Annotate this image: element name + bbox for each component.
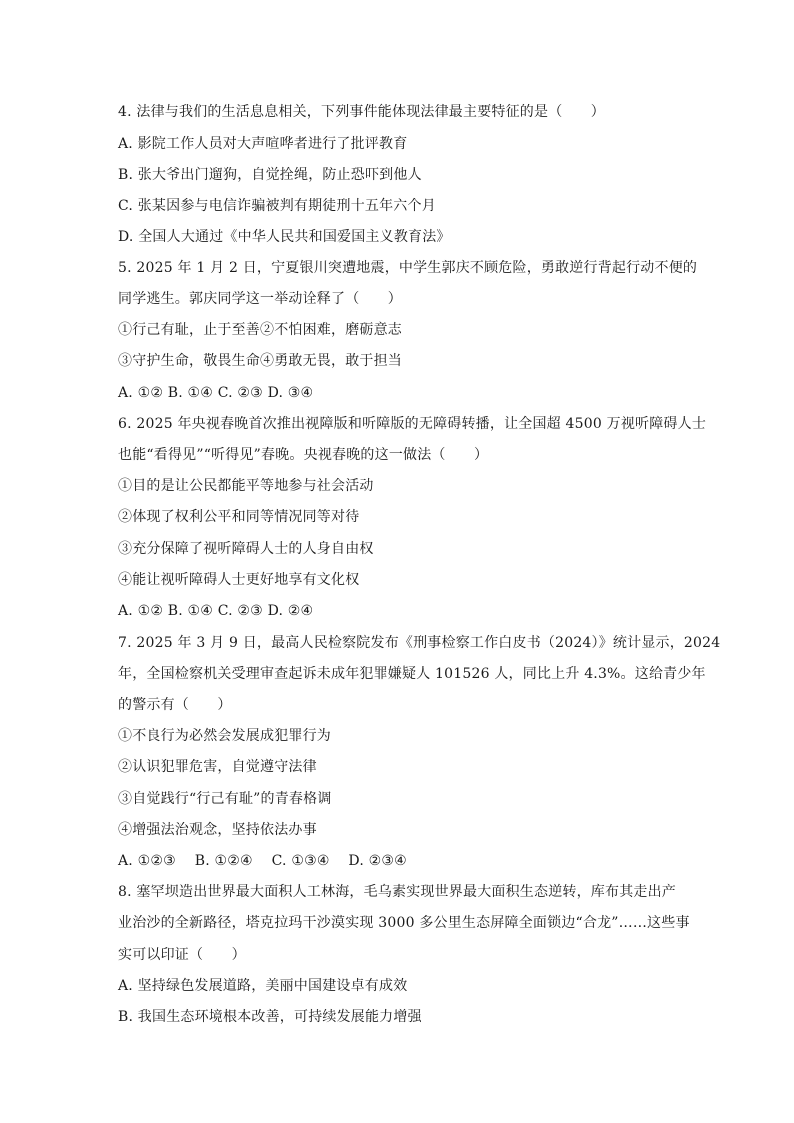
q7-stem-line2: 年，全国检察机关受理审查起诉未成年犯罪嫌疑人 101526 人，同比上升 4.3%。这给青少年 (118, 666, 706, 682)
q6-answer-options: A. ①② B. ①④ C. ②③ D. ②④ (118, 603, 314, 619)
q8-stem-line2: 业治沙的全新路径，塔克拉玛干沙漠实现 3000 多公里生态屏障全面锁边“合龙”……这些事 (118, 915, 690, 931)
q4-option-a: A. 影院工作人员对大声喧哗者进行了批评教育 (118, 136, 408, 152)
q7-answer-options: A. ①②③ B. ①②④ C. ①③④ D. ②③④ (118, 853, 407, 869)
q7-statement-4: ④增强法治观念，坚持依法办事 (118, 822, 317, 838)
q6-statement-1: ①目的是让公民都能平等地参与社会活动 (118, 478, 374, 494)
q4-option-c: C. 张某因参与电信诈骗被判有期徒刑十五年六个月 (118, 198, 436, 214)
q8-option-a: A. 坚持绿色发展道路，美丽中国建设卓有成效 (118, 978, 408, 994)
q7-stem-line3: 的警示有（ ） (118, 697, 232, 713)
q6-stem-line1: 6. 2025 年央视春晚首次推出视障版和听障版的无障碍转播，让全国超 4500 万视听障碍人士 (118, 416, 707, 432)
q5-statement-1: ①行己有耻，止于至善②不怕困难，磨砺意志 (118, 322, 402, 338)
q5-stem-line1: 5. 2025 年 1 月 2 日，宁夏银川突遭地震，中学生郭庆不顾危险，勇敢逆行背起行动不便的 (118, 260, 698, 276)
q4-option-b: B. 张大爷出门遛狗，自觉拴绳，防止恐吓到他人 (118, 167, 422, 183)
q6-statement-3: ③充分保障了视听障碍人士的人身自由权 (118, 541, 374, 557)
q7-stem-line1: 7. 2025 年 3 月 9 日，最高人民检察院发布《刑事检察工作白皮书（2024）》统计显示，2024 (118, 635, 721, 651)
q5-statement-2: ③守护生命，敬畏生命④勇敢无畏，敢于担当 (118, 353, 402, 369)
q8-stem-line1: 8. 塞罕坝造出世界最大面积人工林海，毛乌素实现世界最大面积生态逆转，库布其走出产 (118, 884, 677, 900)
q4-option-d: D. 全国人大通过《中华人民共和国爱国主义教育法》 (118, 229, 451, 245)
q4-stem: 4. 法律与我们的生活息息相关，下列事件能体现法律最主要特征的是（ ） (118, 104, 606, 120)
q5-answer-options: A. ①② B. ①④ C. ②③ D. ③④ (118, 385, 314, 401)
q7-statement-3: ③自觉践行“行己有耻”的青春格调 (118, 791, 332, 807)
q7-statement-1: ①不良行为必然会发展成犯罪行为 (118, 728, 331, 744)
q8-stem-line3: 实可以印证（ ） (118, 947, 246, 963)
q6-stem-line2: 也能“看得见”“听得见”春晚。央视春晚的这一做法（ ） (118, 447, 489, 463)
q5-stem-line2: 同学逃生。郭庆同学这一举动诠释了（ ） (118, 291, 402, 307)
q6-statement-4: ④能让视听障碍人士更好地享有文化权 (118, 572, 360, 588)
q6-statement-2: ②体现了权利公平和同等情况同等对待 (118, 509, 360, 525)
q7-statement-2: ②认识犯罪危害，自觉遵守法律 (118, 759, 317, 775)
q8-option-b: B. 我国生态环境根本改善，可持续发展能力增强 (118, 1009, 422, 1025)
